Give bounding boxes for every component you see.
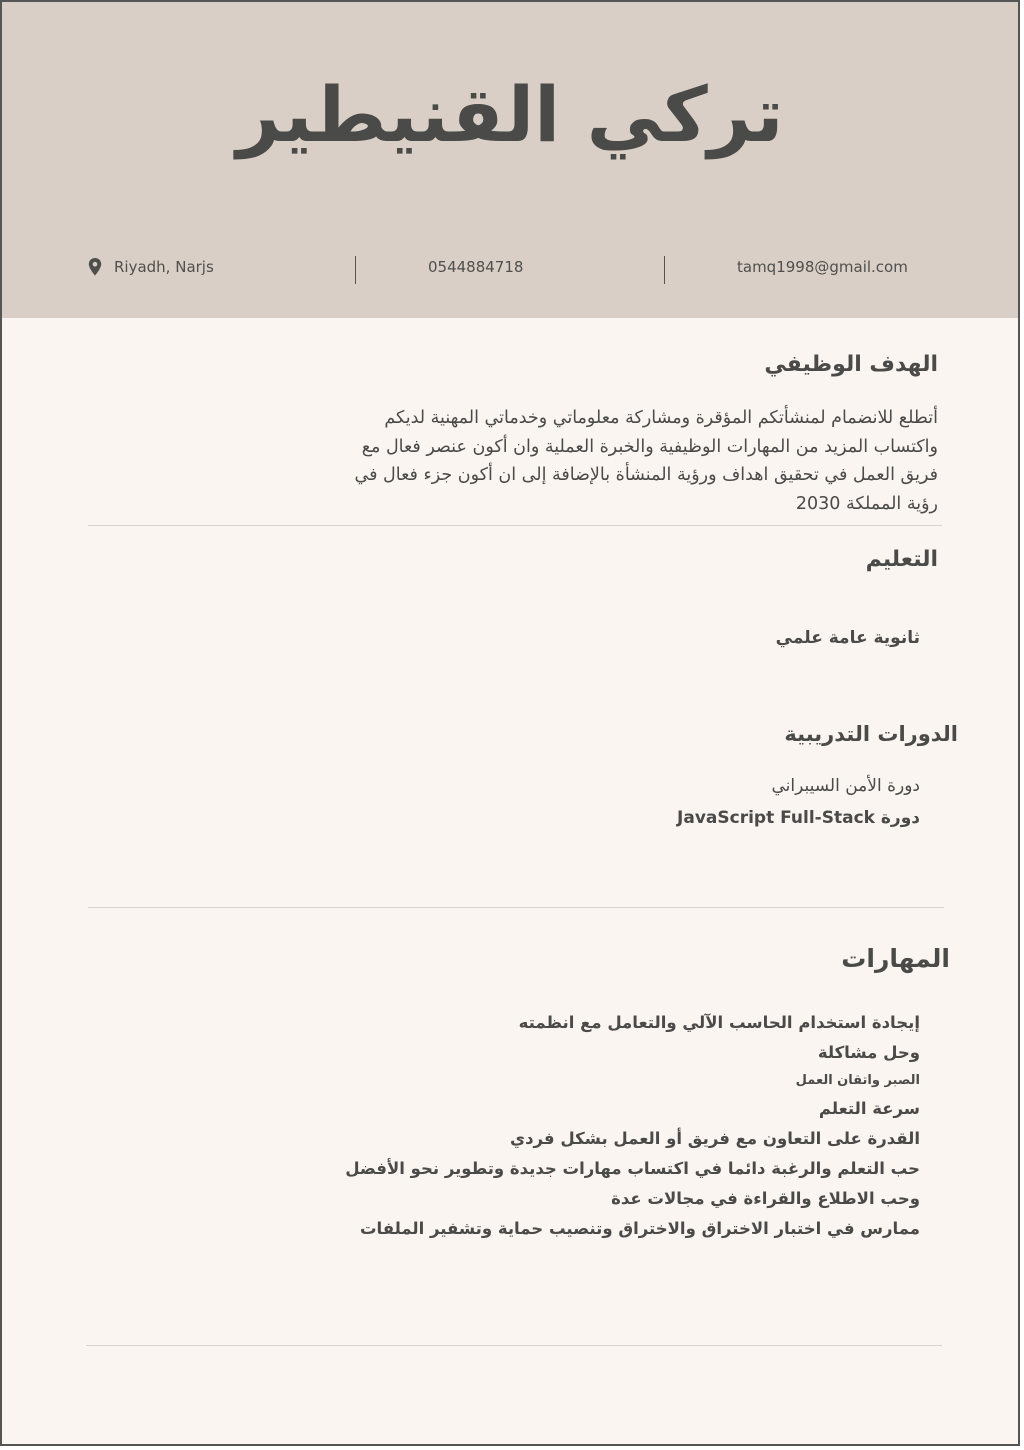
skill-item: القدرة على التعاون مع فريق أو العمل بشكل فردي bbox=[509, 1129, 920, 1148]
skill-item: وحب الاطلاع والقراءة في مجالات عدة bbox=[611, 1189, 920, 1208]
contact-location bbox=[88, 258, 214, 276]
resume-header bbox=[2, 2, 1018, 318]
objective-line: فريق العمل في تحقيق اهداف ورؤية المنشأة بالإضافة إلى ان أكون جزء فعال في bbox=[354, 465, 938, 485]
objective-line: أتطلع للانضمام لمنشأتكم المؤقرة ومشاركة معلوماتي وخدماتي المهنية لديكم bbox=[384, 408, 938, 428]
section-divider bbox=[88, 525, 942, 526]
education-item: ثانوية عامة علمي bbox=[775, 628, 920, 648]
skill-item: إيجادة استخدام الحاسب الآلي والتعامل مع انظمته bbox=[518, 1013, 920, 1032]
section-divider bbox=[86, 1345, 942, 1346]
contact-divider bbox=[355, 256, 356, 284]
contact-phone: 0544884718 bbox=[428, 258, 524, 276]
course-item: دورة الأمن السيبراني bbox=[771, 776, 920, 796]
education-title: التعليم bbox=[865, 547, 938, 572]
objective-line: واكتساب المزيد من المهارات الوظيفية والخبرة العملية وان أكون عنصر فعال مع bbox=[361, 436, 938, 457]
course-item: دورة JavaScript Full-Stack bbox=[677, 808, 920, 828]
map-pin-icon bbox=[88, 258, 102, 276]
skill-item: سرعة التعلم bbox=[818, 1099, 920, 1118]
skill-item: ممارس في اختبار الاختراق والاختراق وتنصيب حماية وتشفير الملفات bbox=[359, 1219, 920, 1238]
skill-item: حب التعلم والرغبة دائما في اكتساب مهارات جديدة وتطوير نحو الأفضل bbox=[345, 1159, 920, 1178]
skill-item: الصبر واتقان العمل bbox=[795, 1073, 920, 1088]
objective-paragraph bbox=[258, 404, 938, 518]
courses-title: الدورات التدريبية bbox=[784, 722, 958, 746]
location-text: Riyadh, Narjs bbox=[114, 258, 214, 276]
full-name: تركي القنيطير bbox=[236, 70, 784, 159]
skill-item: وحل مشاكلة bbox=[817, 1043, 920, 1062]
section-divider bbox=[88, 907, 944, 908]
contact-divider bbox=[664, 256, 665, 284]
objective-line: رؤية المملكة 2030 bbox=[795, 493, 938, 514]
objective-title: الهدف الوظيفي bbox=[764, 352, 938, 377]
contact-email: tamq1998@gmail.com bbox=[737, 258, 908, 276]
skills-list bbox=[300, 1008, 920, 1244]
skills-title: المهارات bbox=[841, 944, 950, 973]
